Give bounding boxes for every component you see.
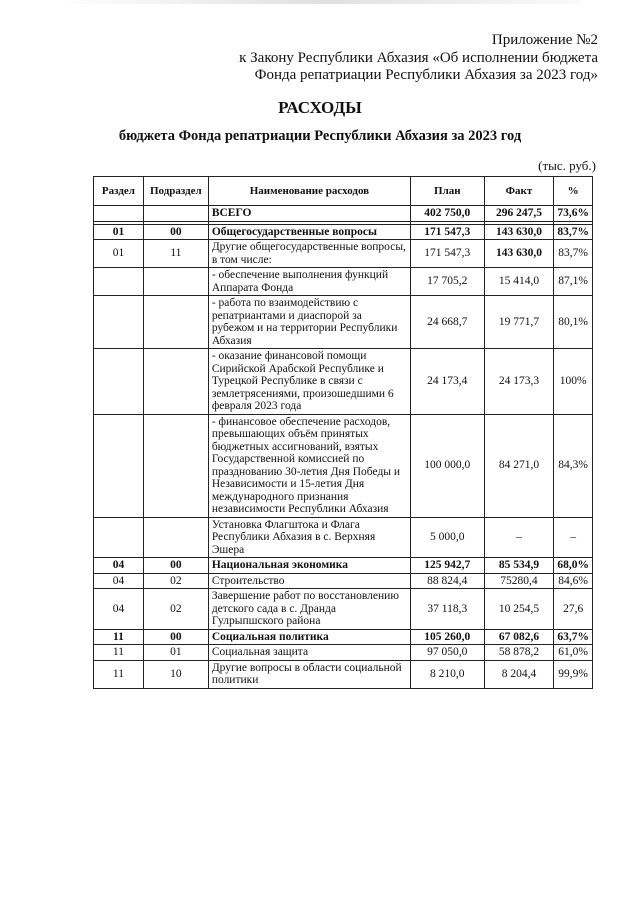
table-row xyxy=(94,573,593,589)
table-row xyxy=(94,268,593,296)
header-fact: Факт xyxy=(484,177,554,206)
cell-plan: 5 000,0 xyxy=(411,517,485,558)
cell-fact: 85 534,9 xyxy=(484,558,554,574)
table-row xyxy=(94,558,593,574)
cell-percent: 100% xyxy=(554,349,593,415)
cell-section: 01 xyxy=(94,224,144,240)
table-row xyxy=(94,517,593,558)
cell-plan: 97 050,0 xyxy=(411,645,485,661)
cell-percent: 73,6% xyxy=(554,206,593,222)
document-subtitle: бюджета Фонда репатриации Республики Абхазия за 2023 год xyxy=(118,128,522,144)
cell-section: 01 xyxy=(94,240,144,268)
cell-section: 11 xyxy=(94,629,144,645)
table-row xyxy=(94,349,593,415)
cell-subsection: 00 xyxy=(143,558,208,574)
cell-plan: 37 118,3 xyxy=(411,589,485,630)
cell-plan: 171 547,3 xyxy=(411,224,485,240)
header-subsection: Подраздел xyxy=(143,177,208,206)
cell-subsection: 00 xyxy=(143,224,208,240)
cell-subsection: 00 xyxy=(143,629,208,645)
header-percent: % xyxy=(554,177,593,206)
header-name: Наименование расходов xyxy=(208,177,410,206)
cell-name: - финансовое обеспечение расходов, превышающих объём принятых бюджетных ассигнований, взятых Государственной комиссией по празднованию 30-летия Дня Победы и Независимости и 15-летия Дня международного признания независимости Республики Абхазия xyxy=(208,414,410,517)
table-row xyxy=(94,629,593,645)
cell-name: Завершение работ по восстановлению детского сада в с. Дранда Гулрыпшского района xyxy=(208,589,410,630)
cell-fact: 8 204,4 xyxy=(484,660,554,688)
cell-name: Другие общегосударственные вопросы, в том числе: xyxy=(208,240,410,268)
cell-plan: 24 668,7 xyxy=(411,296,485,349)
cell-name: Другие вопросы в области социальной политики xyxy=(208,660,410,688)
cell-fact: 296 247,5 xyxy=(484,206,554,222)
cell-fact: 84 271,0 xyxy=(484,414,554,517)
cell-percent: 80,1% xyxy=(554,296,593,349)
cell-percent: 99,9% xyxy=(554,660,593,688)
cell-percent: 27,6 xyxy=(554,589,593,630)
cell-plan: 402 750,0 xyxy=(411,206,485,222)
cell-fact: 67 082,6 xyxy=(484,629,554,645)
cell-name: Национальная экономика xyxy=(208,558,410,574)
cell-subsection: 01 xyxy=(143,645,208,661)
cell-fact: 24 173,3 xyxy=(484,349,554,415)
cell-percent: 83,7% xyxy=(554,224,593,240)
cell-name: - обеспечение выполнения функций Аппарата Фонда xyxy=(208,268,410,296)
expenses-table xyxy=(93,176,593,689)
table-row xyxy=(94,414,593,517)
cell-percent: – xyxy=(554,517,593,558)
cell-section xyxy=(94,206,144,222)
table-row xyxy=(94,206,593,222)
cell-plan: 171 547,3 xyxy=(411,240,485,268)
appendix-note xyxy=(239,32,598,85)
cell-subsection xyxy=(143,268,208,296)
cell-section xyxy=(94,296,144,349)
cell-plan: 100 000,0 xyxy=(411,414,485,517)
cell-percent: 84,6% xyxy=(554,573,593,589)
table-row xyxy=(94,240,593,268)
cell-percent: 87,1% xyxy=(554,268,593,296)
cell-fact: 58 878,2 xyxy=(484,645,554,661)
cell-percent: 84,3% xyxy=(554,414,593,517)
cell-subsection: 02 xyxy=(143,573,208,589)
appendix-line-2: к Закону Республики Абхазия «Об исполнении бюджета xyxy=(239,49,598,66)
cell-subsection: 10 xyxy=(143,660,208,688)
cell-section xyxy=(94,268,144,296)
cell-plan: 88 824,4 xyxy=(411,573,485,589)
cell-fact: 75280,4 xyxy=(484,573,554,589)
cell-percent: 61,0% xyxy=(554,645,593,661)
cell-name: Установка Флагштока и Флага Республики Абхазия в с. Верхняя Эшера xyxy=(208,517,410,558)
cell-fact: 15 414,0 xyxy=(484,268,554,296)
table-row xyxy=(94,296,593,349)
cell-fact: 10 254,5 xyxy=(484,589,554,630)
cell-plan: 17 705,2 xyxy=(411,268,485,296)
cell-section xyxy=(94,517,144,558)
cell-section xyxy=(94,414,144,517)
cell-section: 04 xyxy=(94,589,144,630)
cell-percent: 63,7% xyxy=(554,629,593,645)
header-section: Раздел xyxy=(94,177,144,206)
appendix-line-1: Приложение №2 xyxy=(491,32,598,48)
cell-section: 11 xyxy=(94,660,144,688)
cell-fact: 143 630,0 xyxy=(484,224,554,240)
units-label: (тыс. руб.) xyxy=(538,158,596,173)
cell-subsection xyxy=(143,296,208,349)
cell-plan: 8 210,0 xyxy=(411,660,485,688)
scan-edge-shadow xyxy=(60,0,580,4)
cell-fact: 19 771,7 xyxy=(484,296,554,349)
cell-name: Строительство xyxy=(208,573,410,589)
appendix-line-3: Фонда репатриации Республики Абхазия за 2023 год» xyxy=(254,67,598,83)
cell-plan: 105 260,0 xyxy=(411,629,485,645)
cell-percent: 83,7% xyxy=(554,240,593,268)
cell-subsection xyxy=(143,349,208,415)
cell-subsection: 11 xyxy=(143,240,208,268)
header-plan: План xyxy=(411,177,485,206)
cell-subsection xyxy=(143,414,208,517)
table-row xyxy=(94,645,593,661)
cell-name: - работа по взаимодействию с репатриантами и диаспорой за рубежом и на территории Республики Абхазия xyxy=(208,296,410,349)
cell-percent: 68,0% xyxy=(554,558,593,574)
cell-subsection xyxy=(143,517,208,558)
cell-section: 04 xyxy=(94,573,144,589)
table-header-row xyxy=(94,177,593,206)
cell-subsection: 02 xyxy=(143,589,208,630)
cell-subsection xyxy=(143,206,208,222)
cell-name: Социальная защита xyxy=(208,645,410,661)
cell-section xyxy=(94,349,144,415)
cell-section: 11 xyxy=(94,645,144,661)
cell-plan: 125 942,7 xyxy=(411,558,485,574)
document-title: РАСХОДЫ xyxy=(278,98,362,117)
table-row xyxy=(94,224,593,240)
cell-fact: 143 630,0 xyxy=(484,240,554,268)
table-row xyxy=(94,589,593,630)
cell-plan: 24 173,4 xyxy=(411,349,485,415)
cell-name: Социальная политика xyxy=(208,629,410,645)
cell-section: 04 xyxy=(94,558,144,574)
table-row xyxy=(94,660,593,688)
cell-name: Общегосударственные вопросы xyxy=(208,224,410,240)
cell-name: ВСЕГО xyxy=(208,206,410,222)
cell-fact: – xyxy=(484,517,554,558)
cell-name: - оказание финансовой помощи Сирийской Арабской Республике и Турецкой Республике в связи с землетрясениями, произошедшими 6 февраля 2023 года xyxy=(208,349,410,415)
